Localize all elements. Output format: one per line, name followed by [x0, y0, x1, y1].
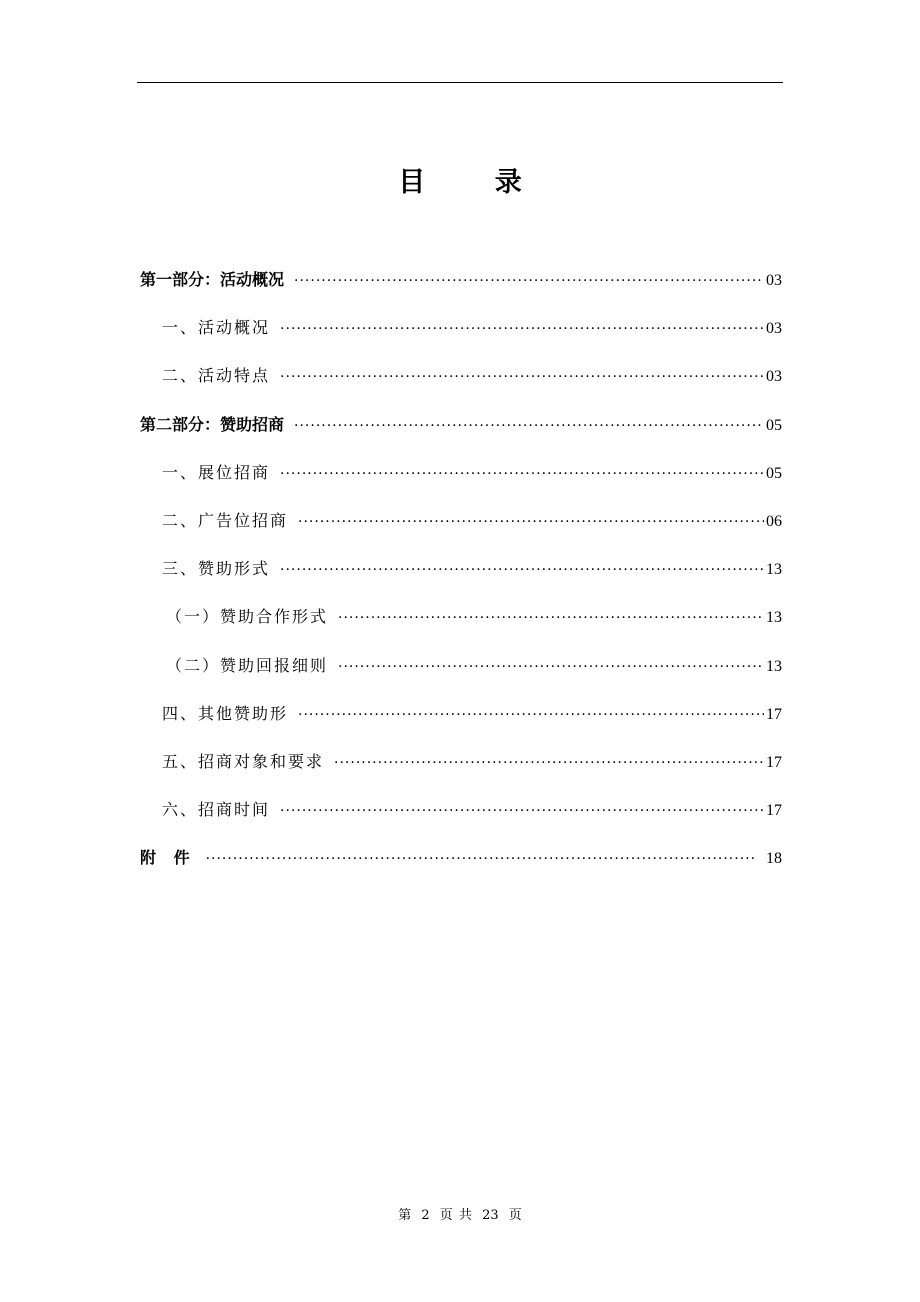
footer-mid: 页 共: [439, 1208, 472, 1223]
toc-entry-label: （一）赞助合作形式: [166, 607, 329, 627]
toc-entry-page: 03: [766, 320, 782, 338]
toc-leader-dots: [334, 748, 764, 778]
toc-entry-page: 13: [766, 561, 782, 579]
toc-entry-label: 一、活动概况: [162, 318, 271, 338]
toc-entry-sponsorship-forms[interactable]: [140, 554, 782, 602]
toc-leader-dots: [280, 362, 764, 392]
toc-entry-page: 17: [766, 802, 782, 820]
footer-current-page: 2: [421, 1208, 430, 1223]
toc-entry-page: 17: [766, 753, 782, 771]
header-rule: [137, 82, 783, 83]
toc-entry-page: 05: [766, 416, 782, 434]
toc-entry-return-details[interactable]: [140, 651, 782, 699]
toc-entry-label: （二）赞助回报细则: [166, 655, 329, 675]
toc-entry-page: 06: [766, 512, 782, 530]
toc-leader-dots: [294, 411, 764, 441]
toc-entry-label: 二、广告位招商: [162, 510, 289, 530]
toc-leader-dots: [280, 796, 764, 826]
footer-suffix: 页: [508, 1208, 522, 1223]
toc-leader-dots: [338, 603, 764, 633]
toc-leader-dots: [280, 459, 764, 489]
toc-leader-dots: [280, 555, 764, 585]
toc-entry-page: 05: [766, 464, 782, 482]
toc-entry-label: 六、招商时间: [162, 800, 271, 820]
toc-entry-label: 二、活动特点: [162, 366, 271, 386]
toc-entry-label: 第二部分：赞助招商: [140, 414, 285, 434]
toc-leader-dots: [298, 507, 764, 537]
toc-entry-label: 附 件: [140, 848, 196, 868]
toc-entry-page: 18: [766, 850, 782, 868]
page-footer: [0, 1206, 920, 1226]
footer-prefix: 第: [398, 1208, 412, 1223]
toc-entry-appendix[interactable]: [140, 843, 782, 891]
toc-entry-page: 13: [766, 657, 782, 675]
toc-leader-dots: [280, 314, 764, 344]
toc-entry-label: 第一部分：活动概况: [140, 270, 285, 289]
table-of-contents: [140, 265, 782, 891]
toc-entry-label: 四、其他赞助形: [162, 703, 289, 723]
toc-entry-part-1[interactable]: [140, 265, 782, 313]
toc-entry-targets-requirements[interactable]: [140, 747, 782, 795]
toc-entry-cooperation-forms[interactable]: [140, 602, 782, 650]
toc-entry-page: 03: [766, 368, 782, 386]
toc-entry-activity-features[interactable]: [140, 361, 782, 409]
toc-entry-page: 03: [766, 272, 782, 289]
toc-entry-other-sponsorship[interactable]: [140, 699, 782, 747]
toc-entry-label: 五、招商对象和要求: [162, 751, 325, 771]
toc-entry-page: 17: [766, 705, 782, 723]
toc-entry-booth-sponsorship[interactable]: [140, 458, 782, 506]
toc-entry-sponsorship-time[interactable]: [140, 795, 782, 843]
toc-entry-part-2[interactable]: [140, 410, 782, 458]
footer-total-pages: 23: [482, 1208, 499, 1223]
page-title: 目 录: [398, 167, 552, 198]
toc-entry-ad-sponsorship[interactable]: [140, 506, 782, 554]
toc-leader-dots: [294, 266, 764, 296]
toc-leader-dots: [298, 700, 764, 730]
toc-leader-dots: [206, 844, 756, 874]
toc-leader-dots: [338, 652, 764, 682]
toc-entry-label: 三、赞助形式: [162, 559, 271, 579]
toc-entry-activity-overview[interactable]: [140, 313, 782, 361]
toc-entry-label: 一、展位招商: [162, 462, 271, 482]
toc-entry-page: 13: [766, 609, 782, 627]
